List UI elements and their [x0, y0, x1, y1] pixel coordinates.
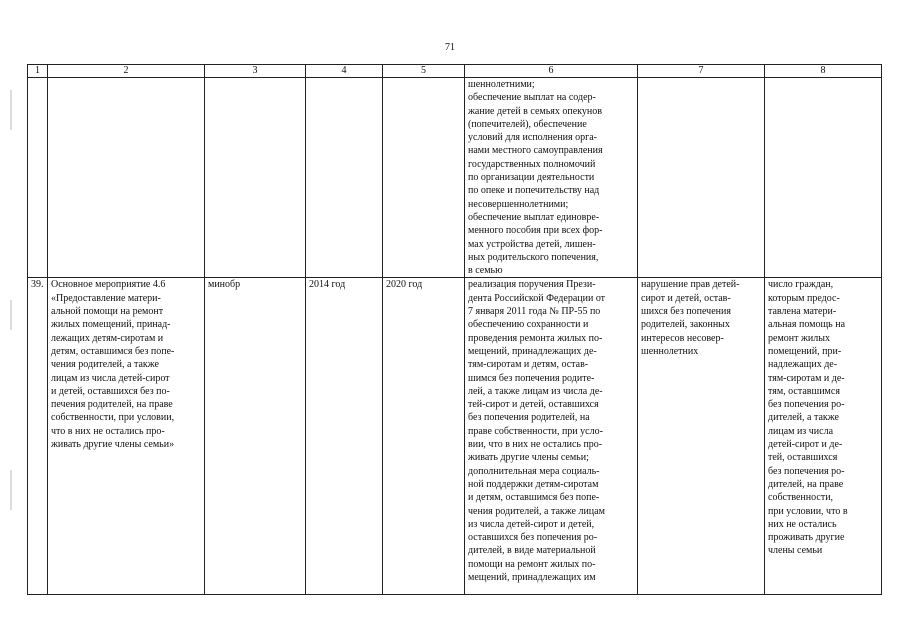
- column-header: 7: [638, 65, 765, 78]
- cell-end-year: 2020 год: [383, 278, 465, 595]
- column-header: 6: [465, 65, 638, 78]
- cell-measure-name: Основное мероприятие 4.6 «Предоставление матери- альной помощи на ремонт жилых помещений, принад- лежащих детям-сиротам и детям, оставшимся без попе- чения родителей, а также лицам из числа детей-сирот и детей, оставшихся без по- печения родителей, на праве собственности, при условии, что в них не остались про- живать другие члены семьи»: [48, 278, 205, 595]
- scan-edge-mark: [10, 90, 12, 130]
- cell-indicator: [765, 78, 882, 278]
- cell-expected-result: шеннолетними; обеспечение выплат на содер- жание детей в семьях опекунов (попечителей), обеспечение условий для исполнения орга- нами местного самоуправления государственных полномочий по организации деятельности по опеке и попечительству над несовершеннолетними; обеспечение выплат единовре- менного пособия при всех фор- мах устройства детей, лишен- ных родительского попечения, в семью: [465, 78, 638, 278]
- scan-edge-mark: [10, 470, 12, 510]
- table-row-39: [28, 278, 882, 595]
- page-number: 71: [445, 42, 455, 53]
- column-header: 5: [383, 65, 465, 78]
- column-header: 1: [28, 65, 48, 78]
- cell-executor: [205, 78, 306, 278]
- cell-indicator: число граждан, которым предос- тавлена матери- альная помощь на ремонт жилых помещений, при- надлежащих де- тям-сиротам и де- тям, оставшимся без попечения ро- дителей, а также лицам из числа детей-сирот и де- тей, оставшихся без попечения ро- дителей, на праве собственности, при условии, что в них не остались проживать другие члены семьи: [765, 278, 882, 595]
- cell-expected-result: реализация поручения Прези- дента Российской Федерации от 7 января 2011 года № ПР-55 по обеспечению сохранности и проведения ремонта жилых по- мещений, принадлежащих де- тям-сиротам и детям, остав- шимся без попечения родите- лей, а также лицам из числа де- тей-сирот и детей, оставшихся без попечения родителей, на праве собственности, при усло- вии, что в них не остались про- живать другие члены семьи; дополнительная мера социаль- ной поддержки детям-сиротам и детям, оставшимся без попе- чения родителей, а также лицам из числа детей-сирот и детей, оставшихся без попечения ро- дителей, в виде материальной помощи на ремонт жилых по- мещений, принадлежащих им: [465, 278, 638, 595]
- column-header: 4: [306, 65, 383, 78]
- column-number-header-row: [28, 65, 882, 78]
- scan-edge-mark: [10, 300, 12, 330]
- cell-start-year: [306, 78, 383, 278]
- cell-start-year: 2014 год: [306, 278, 383, 595]
- column-header: 8: [765, 65, 882, 78]
- cell-executor: минобр: [205, 278, 306, 595]
- table-row-continuation: [28, 78, 882, 278]
- cell-consequences: нарушение прав детей- сирот и детей, остав- шихся без попечения родителей, законных интересов несовер- шеннолетних: [638, 278, 765, 595]
- cell-measure-name: [48, 78, 205, 278]
- column-header: 3: [205, 65, 306, 78]
- cell-number: 39.: [28, 278, 48, 595]
- cell-number: [28, 78, 48, 278]
- program-measures-table: [27, 64, 882, 595]
- cell-consequences: [638, 78, 765, 278]
- column-header: 2: [48, 65, 205, 78]
- cell-end-year: [383, 78, 465, 278]
